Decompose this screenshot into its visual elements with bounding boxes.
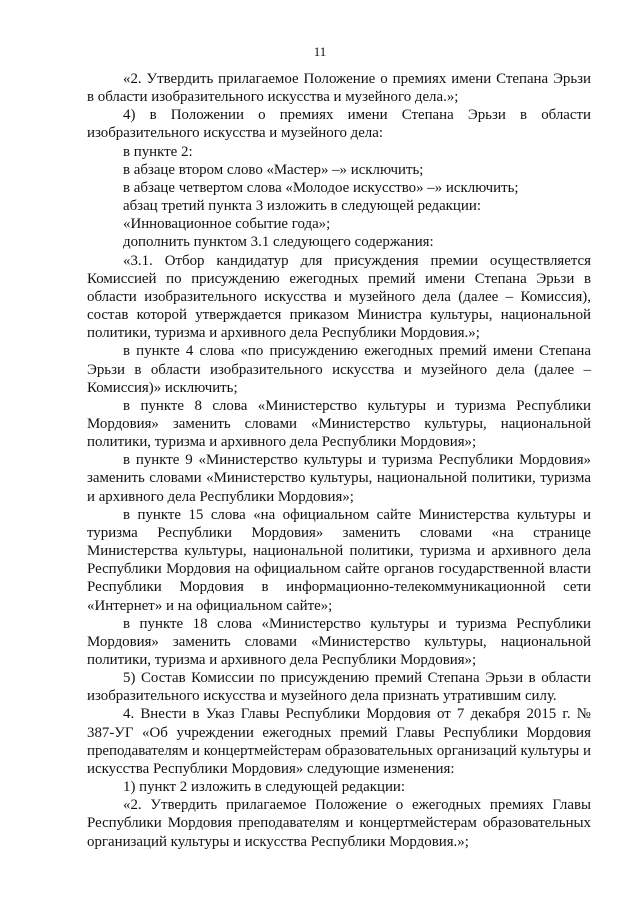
paragraph-14: в пункте 18 слова «Министерство культуры и туризма Республики Мордовия» заменить словами «Министерство культуры, национальной политики, туризма и архивного дела Республики Мордовия»; bbox=[87, 615, 591, 668]
paragraph-8: дополнить пунктом 3.1 следующего содержания: bbox=[123, 234, 434, 251]
paragraph-15: 5) Состав Комиссии по присуждению премий Степана Эрьзи в области изобразительного искусства и музейного дела признать утратившим силу. bbox=[87, 670, 591, 705]
paragraph-18: «2. Утвердить прилагаемое Положение о ежегодных премиях Главы Республики Мордовия преподавателям и концертмейстерам образовательных организаций культуры и искусства Республики Мордовия.»; bbox=[87, 797, 591, 850]
paragraph-12: в пункте 9 «Министерство культуры и туризма Республики Мордовия» заменить словами «Министерство культуры, национальной политики, туризма и архивного дела Республики Мордовия»; bbox=[87, 452, 591, 505]
paragraph-13: в пункте 15 слова «на официальном сайте Министерства культуры и туризма Республики Мордовия» заменить словами «на странице Министерства культуры, национальной политики, туризма и архивного дела Республики Мордовия на официальном сайте органов государственной власти Республики Мордовия в информационно-телекоммуникационной сети «Интернет» и на официальном сайте»; bbox=[87, 506, 591, 614]
page-number: 11 bbox=[313, 44, 327, 59]
paragraph-5: в абзаце четвертом слова «Молодое искусство» –» исключить; bbox=[123, 179, 519, 196]
paragraph-4: в абзаце втором слово «Мастер» –» исключить; bbox=[123, 161, 424, 178]
paragraph-9: «3.1. Отбор кандидатур для присуждения премии осуществляется Комиссией по присуждению ежегодных премий имени Степана Эрьзи в области изобразительного искусства и музейного дела (далее – Комиссия), состав которой утверждается приказом Министра культуры, национальной политики, туризма и архивного дела Республики Мордовия.»; bbox=[87, 252, 591, 342]
paragraph-6: абзац третий пункта 3 изложить в следующей редакции: bbox=[123, 198, 481, 215]
paragraph-3: в пункте 2: bbox=[123, 143, 193, 160]
paragraph-2: 4) в Положении о премиях имени Степана Эрьзи в области изобразительного искусства и музейного дела: bbox=[87, 107, 591, 142]
paragraph-1: «2. Утвердить прилагаемое Положение о премиях имени Степана Эрьзи в области изобразительного искусства и музейного дела.»; bbox=[87, 71, 591, 106]
paragraph-16: 4. Внести в Указ Главы Республики Мордовия от 7 декабря 2015 г. № 387-УГ «Об учреждении ежегодных премий Главы Республики Мордовия преподавателям и концертмейстерам образовательных организаций культуры и искусства Республики Мордовия» следующие изменения: bbox=[87, 706, 591, 777]
paragraph-10: в пункте 4 слова «по присуждению ежегодных премий имени Степана Эрьзи в области изобразительного искусства и музейного дела (далее – Комиссия)» исключить; bbox=[87, 343, 591, 396]
paragraph-17: 1) пункт 2 изложить в следующей редакции: bbox=[123, 779, 406, 796]
paragraph-7: «Инновационное событие года»; bbox=[123, 216, 331, 233]
paragraph-11: в пункте 8 слова «Министерство культуры и туризма Республики Мордовия» заменить словами «Министерство культуры, национальной политики, туризма и архивного дела Республики Мордовия»; bbox=[87, 397, 591, 451]
document-body bbox=[87, 70, 591, 851]
